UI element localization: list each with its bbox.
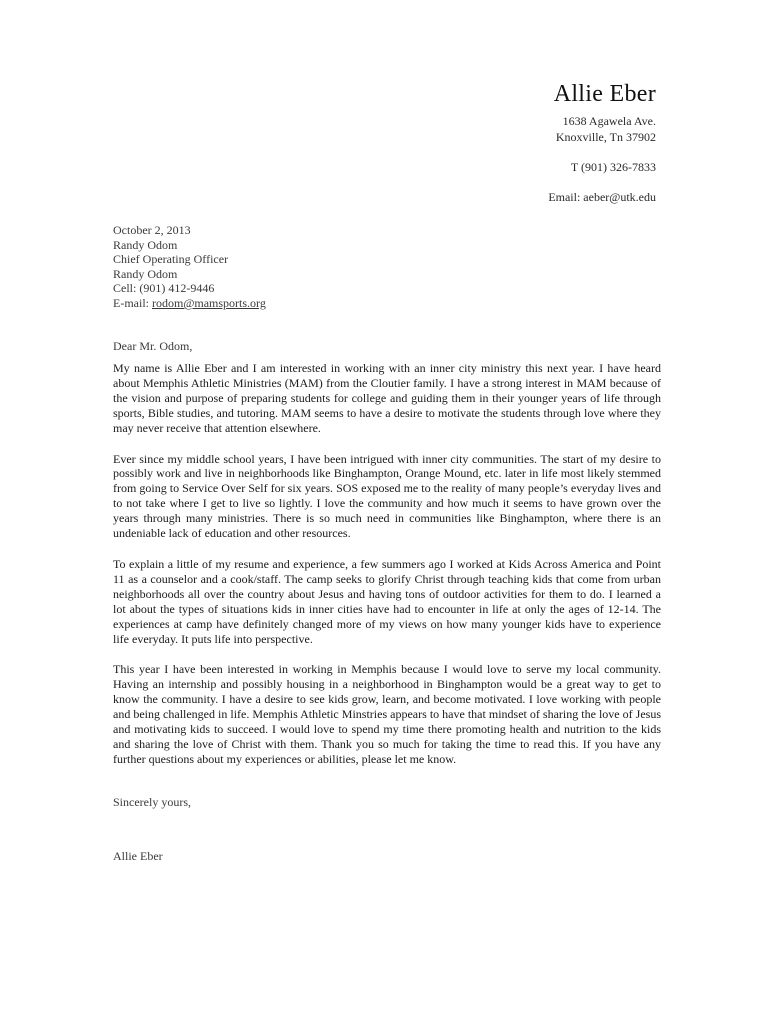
letter-date: October 2, 2013: [113, 223, 191, 237]
body-paragraph: Ever since my middle school years, I have been intrigued with inner city communities. The start of my desire to possibly work and live in neighborhoods like Binghampton, Orange Mound, etc. later in life most likely stemmed from going to Service Over Self for six years. SOS exposed me to the reality of many people’s everyday lives and to not take where I get to live so lightly. I love the community and how much it seems to have grown over the years through many ministries. There is so much need in communities like Binghampton, where there is an undeniable lack of education and other resources.: [113, 451, 661, 541]
closing: Sincerely yours,: [113, 795, 191, 809]
sender-email: Email: aeber@utk.edu: [548, 190, 656, 204]
recipient-block: [113, 223, 266, 311]
sender-phone: T (901) 326-7833: [570, 160, 656, 174]
salutation: Dear Mr. Odom,: [113, 339, 193, 353]
sender-address-line1: 1638 Agawela Ave.: [562, 114, 656, 128]
sender-name: Allie Eber: [553, 81, 656, 107]
body-paragraph: To explain a little of my resume and experience, a few summers ago I worked at Kids Across America and Point 11 as a counselor and a cook/staff. The camp seeks to glorify Christ through teaching kids that come from urban neighborhoods all over the country about Jesus and having tons of outdoor activities for them to do. I learned a lot about the types of situations kids in inner cities have had to encounter in life at only the ages of 12-14. The experiences at camp have definitely changed more of my views on how many younger kids have to experience life everyday. It puts life into perspective.: [113, 556, 661, 646]
body-paragraph: This year I have been interested in working in Memphis because I would love to serve my local community. Having an internship and possibly housing in a neighborhood in Binghampton would be a great way to get to know the community. I have a desire to see kids grow, learn, and become motivated. I love working with people and being challenged in life. Memphis Athletic Minstries appears to have that mindset of sharing the love of Jesus and motivating kids to succeed. I would love to spend my time there promoting health and nutrition to the kids and sharing the love of Christ with them. Thank you so much for taking the time to read this. If you have any further questions about my experiences or abilities, please let me know.: [113, 662, 661, 766]
recipient-name: Randy Odom: [113, 237, 178, 252]
recipient-title: Chief Operating Officer: [113, 252, 229, 267]
recipient-name-repeat: Randy Odom: [113, 266, 178, 281]
sender-letterhead: [548, 80, 656, 205]
signature: Allie Eber: [113, 849, 163, 863]
sender-address-line2: Knoxville, Tn 37902: [555, 130, 656, 144]
recipient-email-label: E-mail:: [113, 295, 152, 310]
body-paragraph: My name is Allie Eber and I am interested in working with an inner city ministry this next year. I have heard about Memphis Athletic Ministries (MAM) from the Cloutier family. I have a strong interest in MAM because of the vision and purpose of preparing students for college and guiding them in their younger years of life through sports, Bible studies, and tutoring. MAM seems to have a desire to motivate the students through love where they may never receive that attention elsewhere.: [113, 361, 661, 435]
letter-body: [113, 361, 661, 783]
recipient-email-link[interactable]: rodom@mamsports.org: [152, 295, 266, 310]
recipient-email-line: [113, 296, 266, 311]
recipient-cell: Cell: (901) 412-9446: [113, 281, 215, 296]
